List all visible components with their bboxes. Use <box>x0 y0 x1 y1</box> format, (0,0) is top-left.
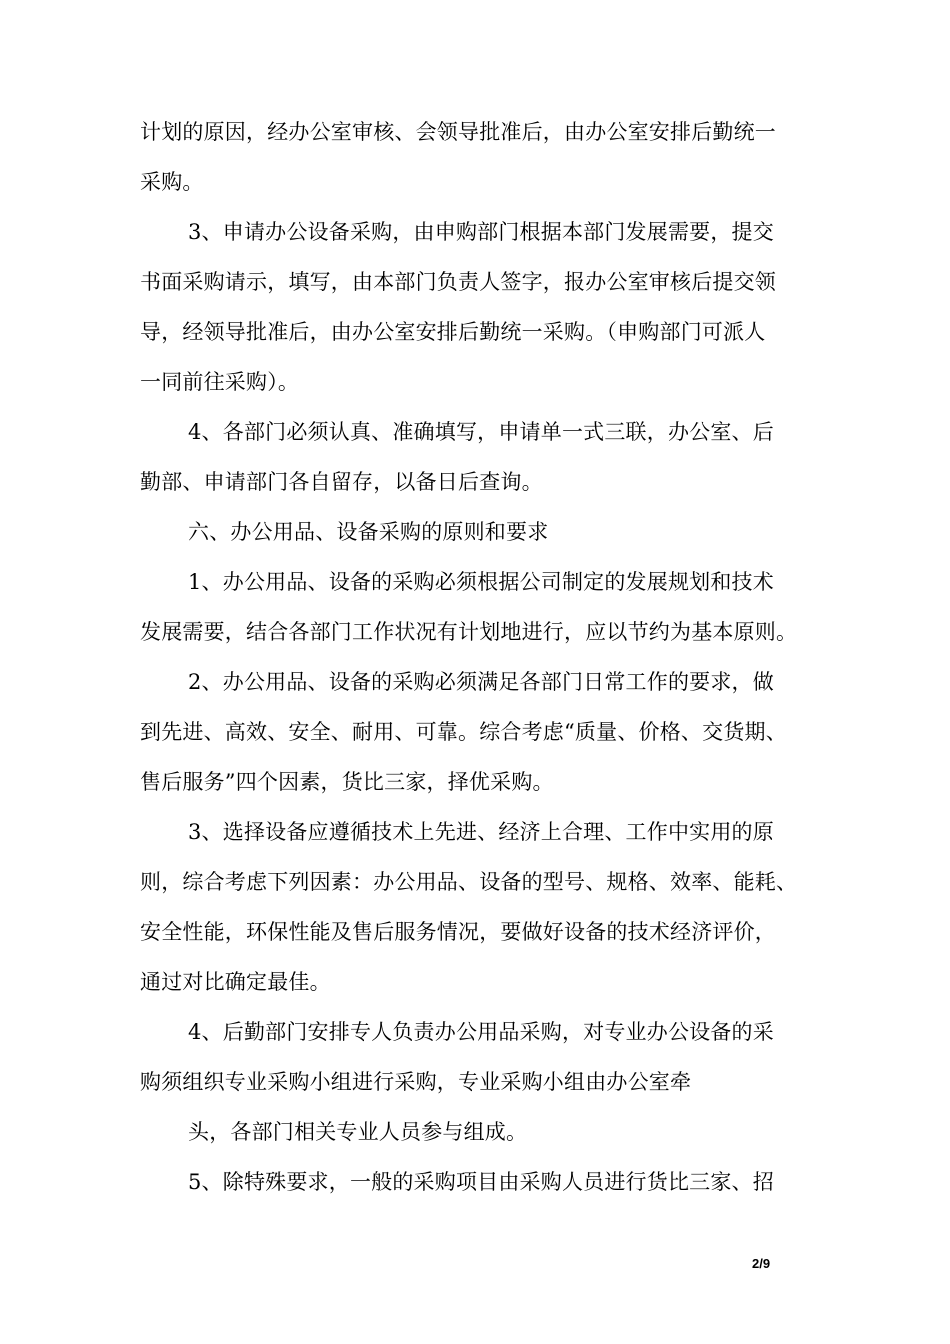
text-line: 则，综合考虑下列因素：办公用品、设备的型号、规格、效率、能耗、 <box>140 870 798 894</box>
text-line: 发展需要，结合各部门工作状况有计划地进行，应以节约为基本原则。 <box>140 620 798 644</box>
text-line: 5、除特殊要求，一般的采购项目由采购人员进行货比三家、招 <box>188 1170 774 1194</box>
text-line: 4、各部门必须认真、准确填写，申请单一式三联，办公室、后 <box>188 420 774 444</box>
text-line: 计划的原因，经办公室审核、会领导批准后，由办公室安排后勤统一 <box>140 120 776 144</box>
text-line: 勤部、申请部门各自留存，以备日后查询。 <box>140 470 543 494</box>
text-line: 购须组织专业采购小组进行采购，专业采购小组由办公室牵 <box>140 1070 692 1094</box>
text-line: 售后服务”四个因素，货比三家，择优采购。 <box>140 770 554 794</box>
text-line: 安全性能，环保性能及售后服务情况，要做好设备的技术经济评价， <box>140 920 776 944</box>
page-number: 2/9 <box>752 1256 771 1271</box>
text-line: 一同前往采购）。 <box>140 370 300 394</box>
text-line: 3、申请办公设备采购，由申购部门根据本部门发展需要，提交 <box>188 220 774 244</box>
text-line: 通过对比确定最佳。 <box>140 970 331 994</box>
text-line: 到先进、高效、安全、耐用、可靠。综合考虑“质量、价格、交货期、 <box>140 720 787 744</box>
text-line: 书面采购请示，填写，由本部门负责人签字，报办公室审核后提交领 <box>140 270 776 294</box>
text-line: 头，各部门相关专业人员参与组成。 <box>188 1120 528 1144</box>
text-line: 采购。 <box>140 170 204 194</box>
text-line: 2、办公用品、设备的采购必须满足各部门日常工作的要求，做 <box>188 670 774 694</box>
text-line: 3、选择设备应遵循技术上先进、经济上合理、工作中实用的原 <box>188 820 774 844</box>
text-line: 1、办公用品、设备的采购必须根据公司制定的发展规划和技术 <box>188 570 774 594</box>
section-heading: 六、办公用品、设备采购的原则和要求 <box>188 520 549 544</box>
text-line: 4、后勤部门安排专人负责办公用品采购，对专业办公设备的采 <box>188 1020 774 1044</box>
text-line: 导，经领导批准后，由办公室安排后勤统一采购。（申购部门可派人 <box>140 320 766 344</box>
